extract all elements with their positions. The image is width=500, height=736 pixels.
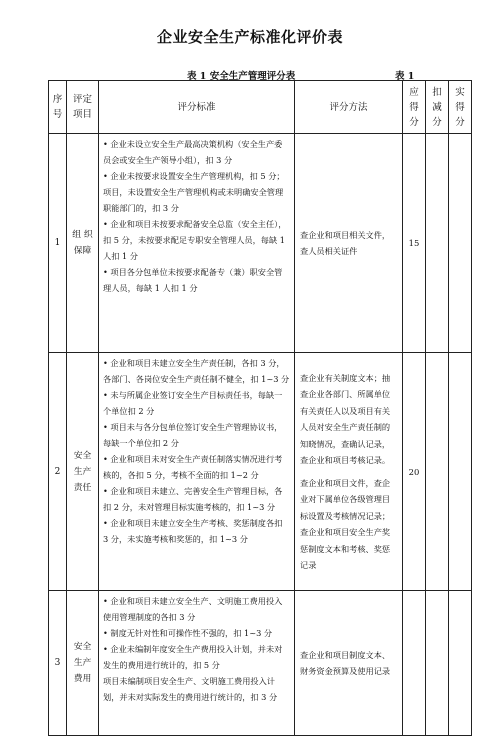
score-table <box>48 80 472 736</box>
row-number: 1 <box>49 134 67 353</box>
table-row <box>49 591 472 736</box>
standard-line: • 企业未编制年度安全生产费用投入计划，并未对发生的费用进行统计的，扣 5 分 <box>103 644 283 670</box>
row-deduct <box>426 353 449 591</box>
header-actual: 实 得 分 <box>449 81 472 134</box>
standard-line: • 项目各分包单位未按要求配备专（兼）职安全管理人员，每缺 1 人扣 1 分 <box>103 267 283 293</box>
row-number: 2 <box>49 353 67 591</box>
header-row <box>49 81 472 134</box>
standard-line: • 项目未与各分包单位签订安全生产管理协议书，每缺一个单位扣 2 分 <box>103 422 283 448</box>
header-deduct: 扣 减 分 <box>426 81 449 134</box>
standard-line: • 企业和项目未按要求配备安全总监（安全主任），扣 5 分，未按要求配足专职安全管理人员，每缺 1 人扣 1 分 <box>103 219 287 261</box>
table-row <box>49 353 472 591</box>
row-score-due: 15 <box>403 134 426 353</box>
row-actual <box>449 591 472 736</box>
standard-line: 项目未编制项目安全生产、文明施工费用投入计划，并未对实际发生的费用进行统计的，扣 3 分 <box>103 676 278 702</box>
header-method: 评分方法 <box>295 81 403 134</box>
standard-line: • 企业未按要求设置安全生产管理机构，扣 5 分；项目，未设置安全生产管理机构或未明确安全管理职能部门的，扣 3 分 <box>103 171 285 213</box>
row-standard <box>99 353 295 591</box>
standard-line: • 企业和项目未建立、完善安全生产管理目标，各扣 2 分，未对管理目标实施考核的，扣 1~3 分 <box>103 486 283 512</box>
row-method <box>295 353 403 591</box>
row-deduct <box>426 591 449 736</box>
row-deduct <box>426 134 449 353</box>
standard-line: • 企业和项目未建立安全生产责任制，各扣 3 分，各部门、各岗位安全生产责任制不健全，扣 1~3 分 <box>103 358 290 384</box>
method-paragraph: 查企业和项目文件，查企业对下属单位各级管理目标设置及考核情况记录；查企业和项目安全生产奖惩制度文本和考核、奖惩记录 <box>300 477 391 570</box>
document-title: 企业安全生产标准化评价表 <box>156 28 343 46</box>
header-standard: 评分标准 <box>99 81 295 134</box>
row-number: 3 <box>49 591 67 736</box>
standard-line: • 企业和项目未建立安全生产考核、奖惩制度各扣 3 分，未实施考核和奖惩的，扣 1~3 分 <box>103 518 283 544</box>
table-caption <box>0 68 500 80</box>
row-item: 组 织 保障 <box>67 134 99 353</box>
row-standard <box>99 134 295 353</box>
standard-line: • 企业和项目未建立安全生产、文明施工费用投入使用管理制度的各扣 3 分 <box>103 596 283 622</box>
standard-line: • 制度无针对性和可操作性不强的，扣 1~3 分 <box>103 628 273 638</box>
header-no: 序 号 <box>49 81 67 134</box>
row-actual <box>449 353 472 591</box>
row-actual <box>449 134 472 353</box>
table-caption-right: 表 1 <box>395 71 415 82</box>
row-item: 安全 生产 责任 <box>67 353 99 591</box>
row-item: 安全 生产 费用 <box>67 591 99 736</box>
row-score-due: 20 <box>403 353 426 591</box>
table-caption-main: 表 1 安全生产管理评分表 <box>187 71 296 82</box>
row-method: 查企业和项目制度文本、财务资金预算及使用记录 <box>295 591 403 736</box>
table-row <box>49 134 472 353</box>
method-paragraph: 查企业有关制度文本；抽查企业各部门、所属单位有关责任人以及项目有关人员对安全生产责任制的知晓情况，查确认记录，查企业和项目考核记录。 <box>300 372 391 465</box>
standard-line: • 企业未设立安全生产最高决策机构（安全生产委员会或安全生产领导小组），扣 3 分 <box>103 139 283 165</box>
header-score-due: 应 得 分 <box>403 81 426 134</box>
header-item: 评定 项目 <box>67 81 99 134</box>
standard-line: • 企业和项目未对安全生产责任制落实情况进行考核的，各扣 5 分，考核不全面的扣 1~2 分 <box>103 454 283 480</box>
row-method: 查企业和项目相关文件，查人员相关证件 <box>295 134 403 353</box>
row-score-due <box>403 591 426 736</box>
row-standard <box>99 591 295 736</box>
standard-line: • 未与所属企业签订安全生产目标责任书，每缺一个单位扣 2 分 <box>103 390 283 416</box>
